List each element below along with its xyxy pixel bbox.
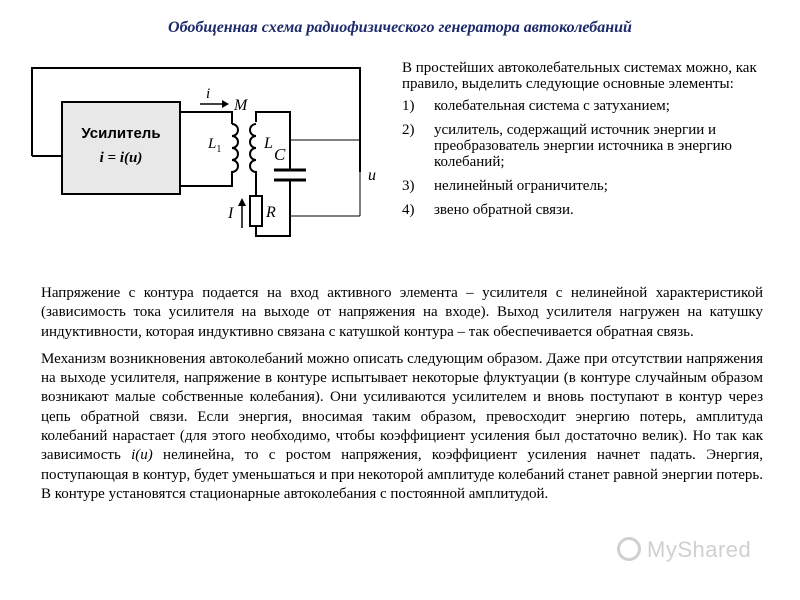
list-number: 1) xyxy=(402,98,415,114)
label-u: u xyxy=(368,167,376,184)
list-item xyxy=(402,98,792,114)
list-number: 2) xyxy=(402,122,415,138)
amplifier-formula: i = i(u) xyxy=(99,150,143,166)
label-m: M xyxy=(234,97,248,114)
paragraph-feedback: Напряжение с контура подается на вход активного элемента – усилителя с нелинейной характеристикой (зависимость тока усилителя на выходе от напряжения на входе). Выход усилителя нагружен на катушку индуктивности, которая индуктивно связана с катушкой контура – так обеспечивается обратная связь. xyxy=(41,285,763,340)
list-item xyxy=(402,178,792,194)
amplifier-output-wire xyxy=(180,112,232,124)
oscillator-circuit-diagram xyxy=(10,52,390,264)
slide-title: Обобщенная схема радиофизического генератора автоколебаний xyxy=(168,19,632,36)
watermark: MyShared xyxy=(617,537,751,563)
list-text: колебательная система с затуханием; xyxy=(434,98,670,114)
label-r: R xyxy=(266,204,276,221)
watermark-logo-icon xyxy=(617,537,641,561)
paragraph-mechanism: Механизм возникновения автоколебаний можно описать следующим образом. Даже при отсутствии напряжения на выходе усилителя, напряжение в контуре испытывает некоторые флуктуации (в контуре случайным образом возникают малые собственные колебания). Они усиливаются усилителем и вновь поступают в контур через цепь обратной связи. Если энергия, вносимая таким образом, превосходит энергию потерь, амплитуда колебаний нарастает (для этого необходимо, чтобы коэффициент усиления был достаточно велик). Но так как зависимость i(u) нелинейна, то с ростом напряжения, коэффициент усиления начнет падать. Энергия, поступающая в контур, будет уменьшаться и при некоторой амплитуде колебаний станет равной энергии потерь. В контуре установятся стационарные автоколебания с постоянной амплитудой. xyxy=(41,350,763,502)
current-i-arrowhead xyxy=(222,100,229,108)
current-big-i-arrowhead xyxy=(238,198,246,206)
label-c: C xyxy=(274,145,286,164)
list-text: нелинейный ограничитель; xyxy=(434,178,608,194)
resistor-r xyxy=(250,196,262,226)
label-l: L xyxy=(264,135,273,152)
intro-block xyxy=(402,60,792,226)
label-l1: $L_1$ xyxy=(208,136,222,155)
list-number: 4) xyxy=(402,202,415,218)
list-text: усилитель, содержащий источник энергии и преобразователь энергии источника в энергию колебаний; xyxy=(434,122,732,170)
function-iu: i(u) xyxy=(131,447,153,464)
inductor-l1 xyxy=(232,124,238,178)
tank-bottom-wire xyxy=(256,226,290,236)
tank-top-wire xyxy=(256,112,290,122)
body-text xyxy=(41,284,763,512)
label-big-i: I xyxy=(228,205,234,222)
inductor-l xyxy=(250,124,256,190)
amplifier-block xyxy=(62,102,180,194)
intro-lead: В простейших автоколебательных системах можно, как правило, выделить следующие основные элементы: xyxy=(402,60,757,92)
amplifier-return-wire xyxy=(180,178,232,186)
elements-list xyxy=(402,98,792,218)
list-item xyxy=(402,122,792,170)
list-item xyxy=(402,202,792,218)
label-i: i xyxy=(206,86,211,102)
list-text: звено обратной связи. xyxy=(434,202,574,218)
list-number: 3) xyxy=(402,178,415,194)
amplifier-label: Усилитель xyxy=(81,125,161,142)
